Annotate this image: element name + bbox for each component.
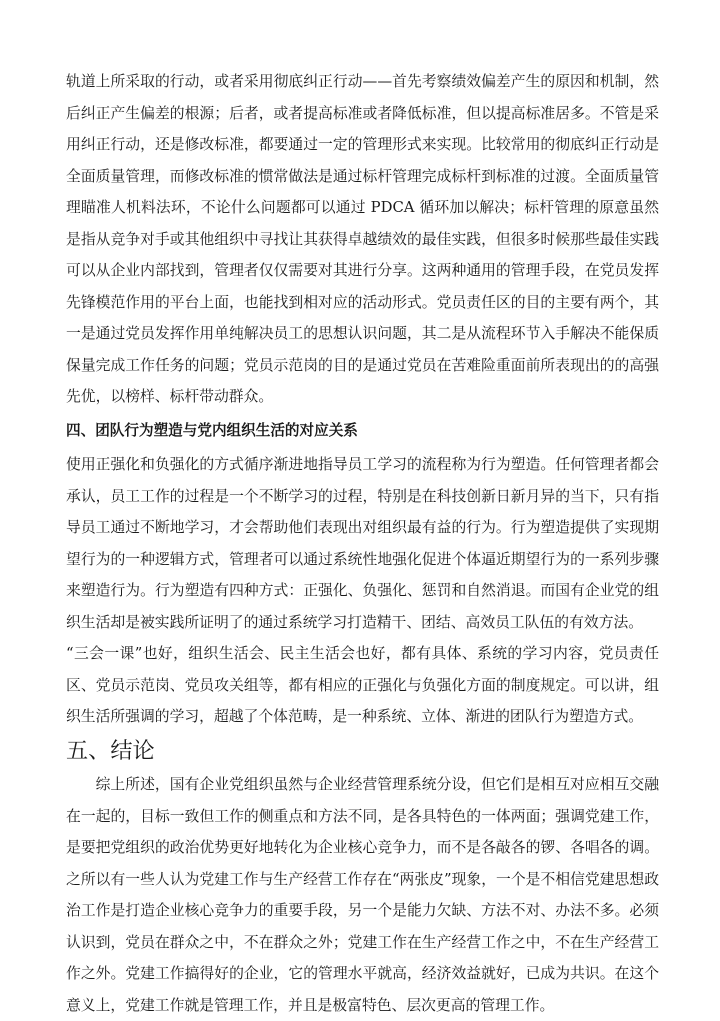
paragraph-continued: 轨道上所采取的行动，或者采用彻底纠正行动——首先考察绩效偏差产生的原因和机制，然后纠正产生偏差的根源；后者，或者提高标准或者降低标准，但以提高标准居多。不管是采用纠正行动，还是修改标准，都要通过一定的管理形式来实现。比较常用的彻底纠正行动是全面质量管理，而修改标准的惯常做法是通过标杆管理完成标杆到标准的过渡。全面质量管理瞄准人机料法环，不论什么问题都可以通过 PDCA 循环加以解决；标杆管理的原意虽然是指从竞争对手或其他组织中寻找让其获得卓越绩效的最佳实践，但很多时候那些最佳实践可以从企业内部找到，管理者仅仅需要对其进行分享。这两种通用的管理手段，在党员发挥先锋模范作用的平台上面，也能找到相对应的活动形式。党员责任区的目的主要有两个，其一是通过党员发挥作用单纯解决员工的思想认识问题，其二是从流程环节入手解决不能保质保量完成工作任务的问题；党员示范岗的目的是通过党员在苦难险重面前所表现出的的高强先优，以榜样、标杆带动群众。: [66, 73, 659, 405]
section-heading-5: 五、结论: [66, 737, 155, 764]
paragraph-behavior-shaping: 使用正强化和负强化的方式循序渐进地指导员工学习的流程称为行为塑造。任何管理者都会承认，员工工作的过程是一个不断学习的过程，特别是在科技创新日新月异的当下，只有指导员工通过不断地学习，才会帮助他们表现出对组织最有益的行为。行为塑造提供了实现期望行为的一种逻辑方式，管理者可以通过系统性地强化促进个体逼近期望行为的一系列步骤来塑造行为。行为塑造有四种方式：正强化、负强化、惩罚和自然消退。而国有企业党的组织生活却是被实践所证明了的通过系统学习打造精干、团结、高效员工队伍的有效方法。: [66, 456, 659, 631]
section-heading-4: 四、团队行为塑造与党内组织生活的对应关系: [66, 421, 358, 439]
document-body: [66, 66, 659, 1021]
paragraph-conclusion: 综上所述，国有企业党组织虽然与企业经营管理系统分设，但它们是相互对应相互交融在一起的，目标一致但工作的侧重点和方法不同，是各具特色的一体两面；强调党建工作，是要把党组织的政治优势更好地转化为企业核心竞争力，而不是各敲各的锣、各唱各的调。之所以有一些人认为党建工作与生产经营工作存在“两张皮”现象，一个是不相信党建思想政治工作是打造企业核心竞争力的重要手段，另一个是能力欠缺、方法不对、办法不多。必须认识到，党员在群众之中，不在群众之外；党建工作在生产经营工作之中，不在生产经营工作之外。党建工作搞得好的企业，它的管理水平就高，经济效益就好，已成为共识。在这个意义上，党建工作就是管理工作，并且是极富特色、层次更高的管理工作。: [66, 776, 659, 1014]
paragraph-organizational-life: “三会一课”也好，组织生活会、民主生活会也好，都有具体、系统的学习内容，党员责任区、党员示范岗、党员攻关组等，都有相应的正强化与负强化方面的制度规定。可以讲，组织生活所强调的学习，超越了个体范畴，是一种系统、立体、渐进的团队行为塑造方式。: [66, 645, 659, 725]
